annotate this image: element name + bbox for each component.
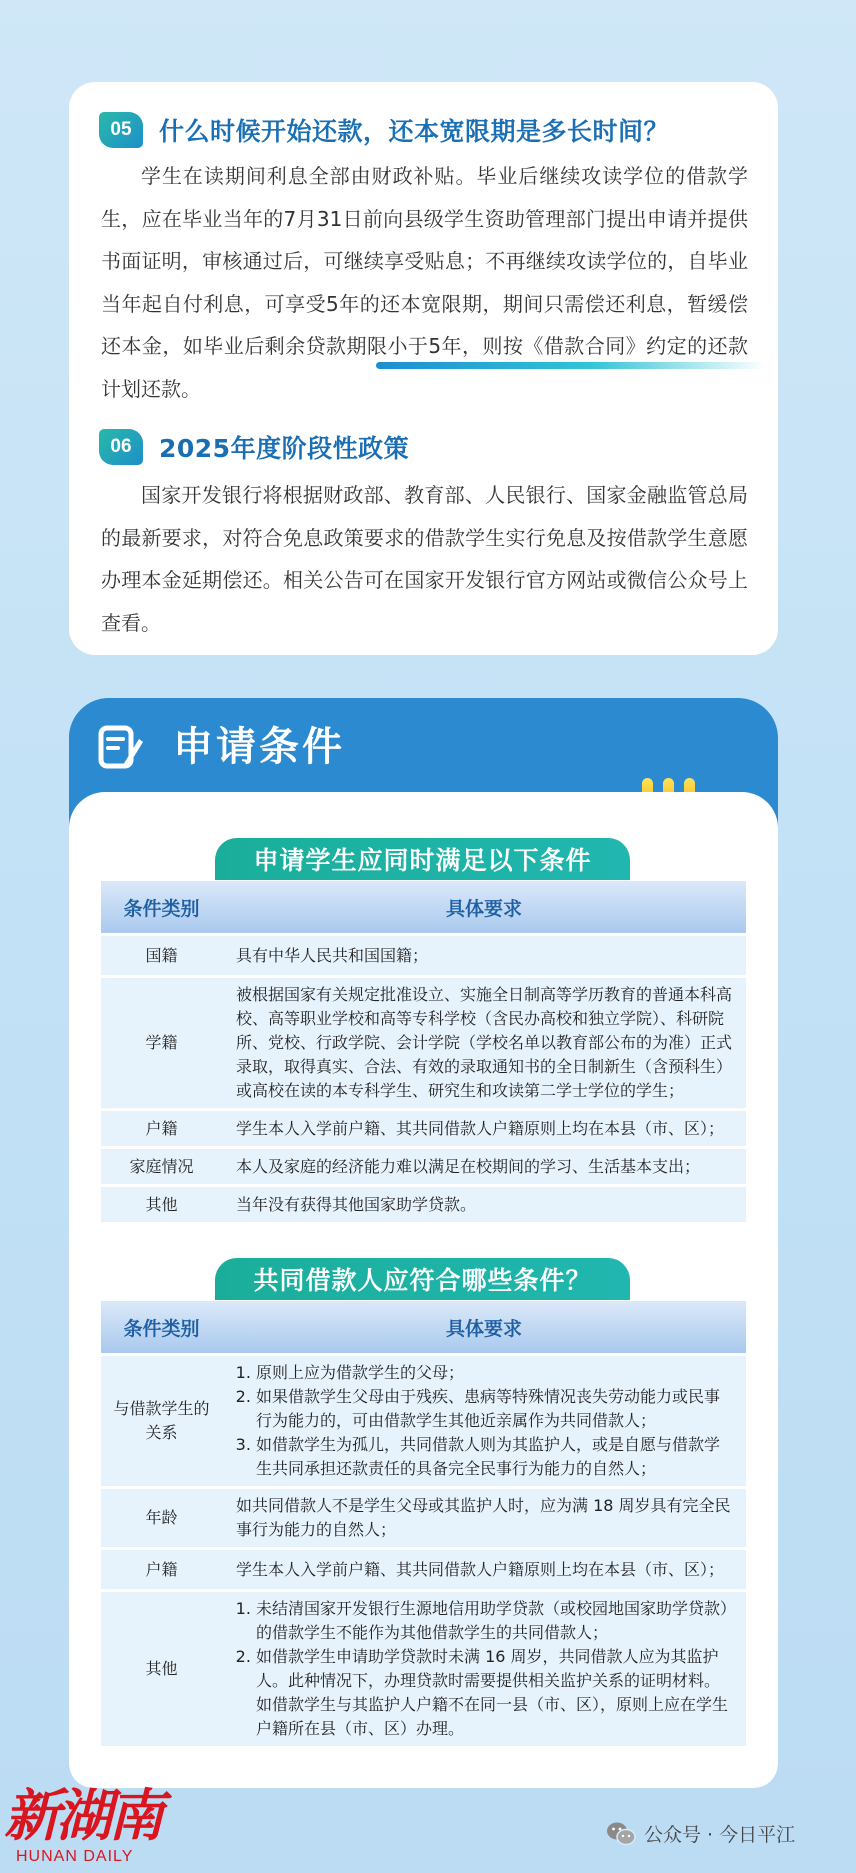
table-row (101, 1187, 746, 1222)
table-header-row (101, 1301, 746, 1353)
title-underline-decoration (376, 362, 766, 369)
condition-requirement: 学生本人入学前户籍、其共同借款人户籍原则上均在本县（市、区）； (222, 1111, 746, 1146)
requirement-list (236, 1597, 732, 1741)
table1-banner: 申请学生应同时满足以下条件 (215, 838, 630, 880)
condition-category: 与借款学生的关系 (101, 1356, 222, 1486)
table-row (101, 1111, 746, 1146)
column-header: 条件类别 (101, 1301, 222, 1353)
condition-category: 户籍 (101, 1550, 222, 1589)
condition-requirement: 如共同借款人不是学生父母或其监护人时，应为满 18 周岁具有完全民事行为能力的自然人； (222, 1489, 746, 1547)
list-item: 2. 如果借款学生父母由于残疾、患病等特殊情况丧失劳动能力或民事行为能力的，可由借款学生其他近亲属作为共同借款人； (256, 1385, 732, 1433)
table-header-row (101, 881, 746, 933)
wechat-account-name: 公众号 · 今日平江 (644, 1824, 796, 1846)
list-item: 3. 如借款学生为孤儿，共同借款人则为其监护人，或是自愿与借款学生共同承担还款责任的具备完全民事行为能力的自然人； (256, 1433, 732, 1481)
student-conditions-table (101, 878, 746, 1225)
table-row (101, 1592, 746, 1746)
column-header: 条件类别 (101, 881, 222, 933)
table-row (101, 1149, 746, 1184)
section-06-body: 国家开发银行将根据财政部、教育部、人民银行、国家金融监管总局的最新要求，对符合免息政策要求的借款学生实行免息及按借款学生意愿办理本金延期偿还。相关公告可在国家开发银行官方网站或微信公众号上查看。 (101, 483, 748, 635)
table-row (101, 1356, 746, 1486)
list-item: 1. 原则上应为借款学生的父母； (256, 1361, 732, 1385)
table2-banner: 共同借款人应符合哪些条件？ (215, 1258, 630, 1300)
condition-category: 其他 (101, 1592, 222, 1746)
section-number-badge: 06 (99, 429, 143, 465)
condition-requirement (222, 1356, 746, 1486)
section-06-header (99, 427, 409, 467)
section-title: 什么时候开始还款，还本宽限期是多长时间？ (159, 117, 670, 146)
condition-requirement: 具有中华人民共和国国籍； (222, 936, 746, 975)
co-borrower-conditions-table (101, 1298, 746, 1749)
table-row (101, 978, 746, 1108)
panel-title: 申请条件 (173, 724, 345, 770)
table-row (101, 936, 746, 975)
section-number-badge: 05 (99, 112, 143, 148)
requirement-list (236, 1361, 732, 1481)
condition-category: 家庭情况 (101, 1149, 222, 1184)
condition-requirement: 学生本人入学前户籍、其共同借款人户籍原则上均在本县（市、区）； (222, 1550, 746, 1589)
condition-category: 国籍 (101, 936, 222, 975)
condition-requirement: 当年没有获得其他国家助学贷款。 (222, 1187, 746, 1222)
table-row (101, 1489, 746, 1547)
column-header: 具体要求 (222, 1301, 746, 1353)
section-title: 2025年度阶段性政策 (159, 434, 410, 463)
hunan-daily-logo-text: HUNAN DAILY (16, 1848, 134, 1865)
section-05-body: 学生在读期间利息全部由财政补贴。毕业后继续攻读学位的借款学生，应在毕业当年的7月31日前向县级学生资助管理部门提出申请并提供书面证明，审核通过后，可继续享受贴息；不再继续攻读学位的，自毕业当年起自付利息，可享受5年的还本宽限期，期间只需偿还利息，暂缓偿还本金，如毕业后剩余贷款期限小于5年，则按《借款合同》约定的还款计划还款。 (101, 164, 748, 401)
section-05-header (99, 110, 669, 150)
xinhunan-logo: 新湖南 (4, 1783, 160, 1849)
condition-category: 学籍 (101, 978, 222, 1108)
condition-category: 年龄 (101, 1489, 222, 1547)
condition-requirement (222, 1592, 746, 1746)
table-row (101, 1550, 746, 1589)
condition-category: 其他 (101, 1187, 222, 1222)
column-header: 具体要求 (222, 881, 746, 933)
list-item: 2. 如借款学生申请助学贷款时未满 16 周岁，共同借款人应为其监护人。此种情况下，办理贷款时需要提供相关监护关系的证明材料。如借款学生与其监护人户籍不在同一县（市、区），原则上应在学生户籍所在县（市、区）办理。 (256, 1645, 732, 1741)
list-item: 1. 未结清国家开发银行生源地信用助学贷款（或校园地国家助学贷款）的借款学生不能作为其他借款学生的共同借款人； (256, 1597, 732, 1645)
document-pen-icon (98, 725, 144, 771)
wechat-icon (606, 1821, 636, 1847)
condition-requirement: 被根据国家有关规定批准设立、实施全日制高等学历教育的普通本科高校、高等职业学校和高等专科学校（含民办高校和独立学院）、科研院所、党校、行政学院、会计学院（学校名单以教育部公布的为准）正式录取，取得真实、合法、有效的录取通知书的全日制新生（含预科生）或高校在读的本专科学生、研究生和攻读第二学士学位的学生； (222, 978, 746, 1108)
wechat-account-label[interactable] (606, 1820, 795, 1847)
condition-category: 户籍 (101, 1111, 222, 1146)
condition-requirement: 本人及家庭的经济能力难以满足在校期间的学习、生活基本支出； (222, 1149, 746, 1184)
